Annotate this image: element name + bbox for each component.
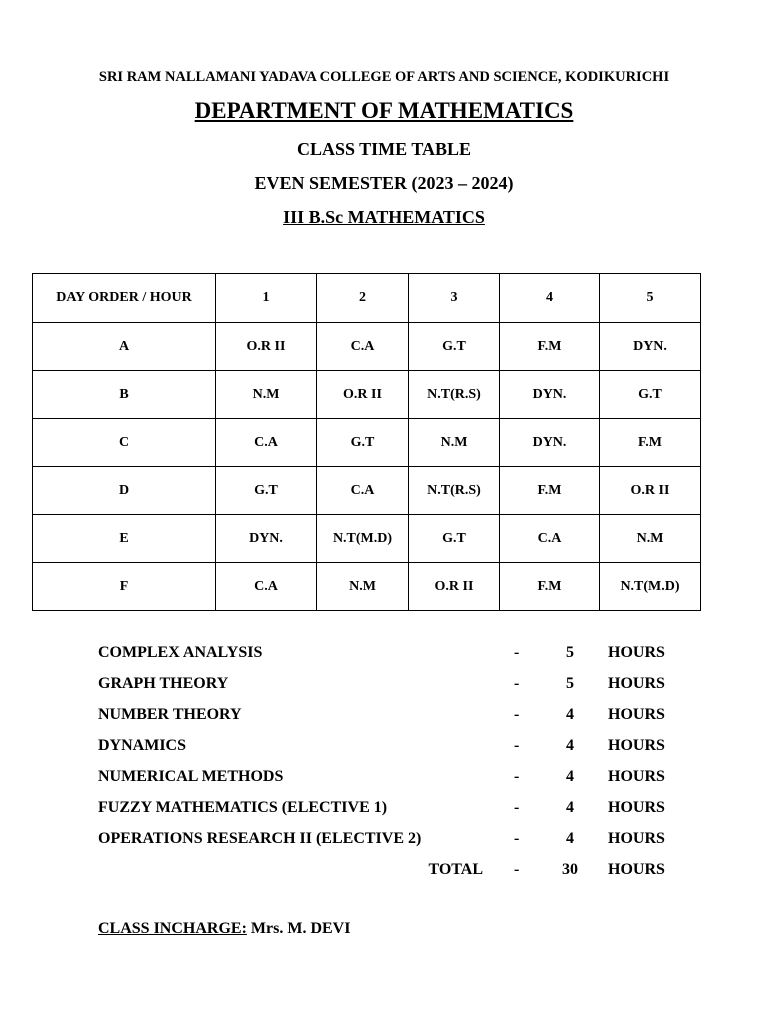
hours-count: 4 xyxy=(566,768,574,785)
hours-unit: HOURS xyxy=(608,706,665,723)
timetable-cell: O.R II xyxy=(317,371,409,419)
timetable-header-cell: 5 xyxy=(600,274,701,323)
timetable-row xyxy=(33,371,701,419)
class-label: III B.Sc MATHEMATICS xyxy=(283,207,485,227)
document-title: CLASS TIME TABLE xyxy=(296,139,472,159)
class-incharge-name: Mrs. M. DEVI xyxy=(250,920,351,937)
timetable-row xyxy=(33,515,701,563)
hours-summary xyxy=(0,641,768,889)
day-order-cell: B xyxy=(33,371,216,419)
hours-unit: HOURS xyxy=(608,675,665,692)
hours-count: 4 xyxy=(566,706,574,723)
timetable-cell: O.R II xyxy=(216,323,317,371)
timetable-row xyxy=(33,563,701,611)
timetable xyxy=(32,273,701,611)
day-order-cell: F xyxy=(33,563,216,611)
timetable-cell: G.T xyxy=(317,419,409,467)
hours-count: 30 xyxy=(562,861,578,878)
hours-count: 5 xyxy=(566,675,574,692)
hours-unit: HOURS xyxy=(608,830,665,847)
subject-hours-row xyxy=(0,734,768,765)
hours-unit: HOURS xyxy=(608,799,665,816)
timetable-cell: N.T(M.D) xyxy=(317,515,409,563)
hours-count: 4 xyxy=(566,799,574,816)
timetable-header-cell: DAY ORDER / HOUR xyxy=(33,274,216,323)
hours-unit: HOURS xyxy=(608,737,665,754)
hours-count: 4 xyxy=(566,737,574,754)
subject-name: FUZZY MATHEMATICS (ELECTIVE 1) xyxy=(98,799,388,816)
dash-separator: - xyxy=(514,737,520,754)
timetable-cell: DYN. xyxy=(216,515,317,563)
dash-separator: - xyxy=(514,644,520,661)
timetable-cell: DYN. xyxy=(500,419,600,467)
timetable-cell: C.A xyxy=(216,419,317,467)
department-title: DEPARTMENT OF MATHEMATICS xyxy=(194,98,574,123)
hours-unit: HOURS xyxy=(608,768,665,785)
timetable-row xyxy=(33,419,701,467)
dash-separator: - xyxy=(514,799,520,816)
subject-hours-row xyxy=(0,827,768,858)
dash-separator: - xyxy=(514,768,520,785)
subject-hours-row xyxy=(0,703,768,734)
timetable-cell: F.M xyxy=(500,323,600,371)
timetable-cell: C.A xyxy=(317,323,409,371)
timetable-cell: N.M xyxy=(409,419,500,467)
day-order-cell: C xyxy=(33,419,216,467)
day-order-cell: D xyxy=(33,467,216,515)
timetable-cell: C.A xyxy=(317,467,409,515)
hours-unit: HOURS xyxy=(608,861,665,878)
subject-hours-row xyxy=(0,765,768,796)
timetable-cell: N.T(M.D) xyxy=(600,563,701,611)
timetable-header-row xyxy=(33,274,701,323)
timetable-header-cell: 2 xyxy=(317,274,409,323)
timetable-cell: G.T xyxy=(216,467,317,515)
subject-hours-row xyxy=(0,641,768,672)
day-order-cell: A xyxy=(33,323,216,371)
dash-separator: - xyxy=(514,675,520,692)
subject-name: COMPLEX ANALYSIS xyxy=(98,644,263,661)
subject-name: NUMBER THEORY xyxy=(98,706,242,723)
timetable-cell: F.M xyxy=(600,419,701,467)
semester-label: EVEN SEMESTER (2023 – 2024) xyxy=(254,173,514,193)
hours-count: 4 xyxy=(566,830,574,847)
timetable-cell: N.M xyxy=(600,515,701,563)
subject-name: GRAPH THEORY xyxy=(98,675,229,692)
timetable-cell: DYN. xyxy=(600,323,701,371)
timetable-header-cell: 4 xyxy=(500,274,600,323)
timetable-cell: F.M xyxy=(500,563,600,611)
subject-name: DYNAMICS xyxy=(98,737,186,754)
timetable-cell: G.T xyxy=(409,323,500,371)
class-incharge xyxy=(98,920,350,938)
timetable-cell: DYN. xyxy=(500,371,600,419)
timetable-header-cell: 3 xyxy=(409,274,500,323)
total-label: TOTAL xyxy=(428,861,483,878)
timetable-cell: G.T xyxy=(409,515,500,563)
timetable-cell: N.T(R.S) xyxy=(409,467,500,515)
hours-count: 5 xyxy=(566,644,574,661)
timetable-cell: F.M xyxy=(500,467,600,515)
subject-hours-row xyxy=(0,796,768,827)
timetable-cell: O.R II xyxy=(409,563,500,611)
hours-unit: HOURS xyxy=(608,644,665,661)
timetable-header-cell: 1 xyxy=(216,274,317,323)
timetable-cell: C.A xyxy=(216,563,317,611)
dash-separator: - xyxy=(514,830,520,847)
dash-separator: - xyxy=(514,706,520,723)
class-incharge-label: CLASS INCHARGE: xyxy=(98,920,247,937)
dash-separator: - xyxy=(514,861,520,878)
subject-hours-row xyxy=(0,672,768,703)
timetable-cell: N.M xyxy=(317,563,409,611)
subject-name: OPERATIONS RESEARCH II (ELECTIVE 2) xyxy=(98,830,422,847)
timetable-row xyxy=(33,467,701,515)
timetable-cell: C.A xyxy=(500,515,600,563)
timetable-cell: N.M xyxy=(216,371,317,419)
total-hours-row xyxy=(0,858,768,889)
timetable-cell: G.T xyxy=(600,371,701,419)
subject-name: NUMERICAL METHODS xyxy=(98,768,284,785)
timetable-row xyxy=(33,323,701,371)
timetable-cell: O.R II xyxy=(600,467,701,515)
timetable-cell: N.T(R.S) xyxy=(409,371,500,419)
day-order-cell: E xyxy=(33,515,216,563)
college-name: SRI RAM NALLAMANI YADAVA COLLEGE OF ARTS AND SCIENCE, KODIKURICHI xyxy=(98,69,670,85)
